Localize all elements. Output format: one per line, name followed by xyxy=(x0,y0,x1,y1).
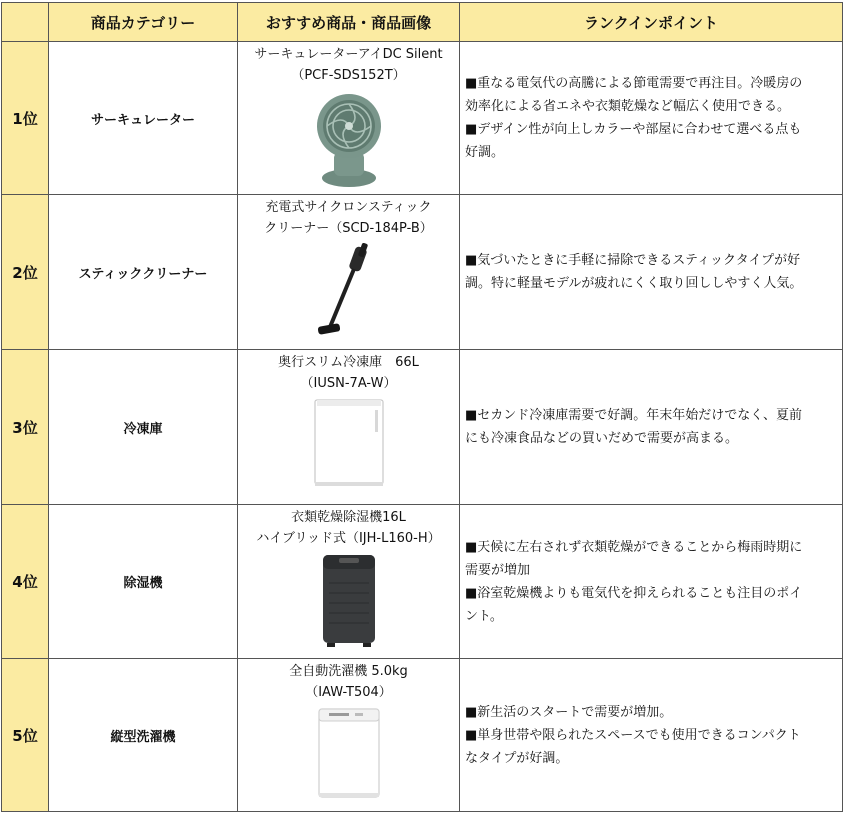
point-line: ■デザイン性が向上しカラーや部屋に合わせて選べる点も xyxy=(465,122,802,137)
category-label: 冷凍庫 xyxy=(49,350,238,505)
point-line: ■気づいたときに手軽に掃除できるスティックタイプが好 xyxy=(465,253,801,268)
circulator-fan-icon xyxy=(309,90,389,188)
table-row xyxy=(2,195,843,350)
point-line: 需要が増加 xyxy=(465,562,531,578)
rank-label: 1位 xyxy=(2,42,49,195)
freezer-icon xyxy=(309,398,389,488)
product-cell xyxy=(238,195,460,350)
product-cell xyxy=(238,659,460,812)
product-cell xyxy=(238,42,460,195)
header-rank-blank xyxy=(2,3,49,42)
point-line: なタイプが好調。 xyxy=(465,750,569,766)
point-line: ■天候に左右されず衣類乾燥ができることから梅雨時期に xyxy=(465,539,803,555)
point-line: 調。特に軽量モデルが疲れにくく取り回ししやすく人気。 xyxy=(465,276,803,291)
rank-label: 5位 xyxy=(2,659,49,812)
point-line: ■新生活のスタートで需要が増加。 xyxy=(465,704,673,720)
product-cell xyxy=(238,505,460,659)
point-line: ■単身世帯や限られたスペースでも使用できるコンパクト xyxy=(465,727,801,743)
point-cell xyxy=(460,659,843,812)
header-point: ランクインポイント xyxy=(460,3,843,42)
product-name-line2: （IAW-T504） xyxy=(305,685,392,700)
rank-label: 3位 xyxy=(2,350,49,505)
point-cell xyxy=(460,505,843,659)
washing-machine-icon xyxy=(309,707,389,801)
table-row xyxy=(2,659,843,812)
product-name-line2: クリーナー（SCD-184P-B） xyxy=(264,221,433,236)
product-name-line1: 充電式サイクロンスティック xyxy=(265,200,432,215)
stick-vacuum-icon xyxy=(314,243,384,339)
dehumidifier-icon xyxy=(313,553,385,649)
product-cell xyxy=(238,350,460,505)
ranking-table xyxy=(1,2,843,812)
category-label: 除湿機 xyxy=(49,505,238,659)
point-line: にも冷凍食品などの買いだめで需要が高まる。 xyxy=(465,431,739,446)
header-product: おすすめ商品・商品画像 xyxy=(238,3,460,42)
point-line: ■重なる電気代の高騰による節電需要で再注目。冷暖房の xyxy=(465,76,803,91)
category-label: 縦型洗濯機 xyxy=(49,659,238,812)
product-name-line1: 奥行スリム冷凍庫 66L xyxy=(278,355,419,370)
table-row xyxy=(2,42,843,195)
product-name-line1: 全自動洗濯機 5.0kg xyxy=(289,664,408,679)
product-name-line1: サーキュレーターアイDC Silent xyxy=(254,47,443,62)
point-line: 効率化による省エネや衣類乾燥など幅広く使用できる。 xyxy=(465,99,791,114)
point-line: 好調。 xyxy=(465,145,505,160)
table-row xyxy=(2,505,843,659)
header-row xyxy=(2,3,843,42)
category-label: サーキュレーター xyxy=(49,42,238,195)
point-cell xyxy=(460,42,843,195)
point-line: ント。 xyxy=(465,608,503,624)
point-line: ■浴室乾燥機よりも電気代を抑えられることも注目のポイ xyxy=(465,585,803,601)
header-category: 商品カテゴリー xyxy=(49,3,238,42)
point-cell xyxy=(460,195,843,350)
product-name-line2: （PCF-SDS152T） xyxy=(291,68,406,83)
category-label: スティッククリーナー xyxy=(49,195,238,350)
rank-label: 4位 xyxy=(2,505,49,659)
product-name-line2: ハイブリッド式（IJH-L160-H） xyxy=(256,531,441,546)
product-name-line1: 衣類乾燥除湿機16L xyxy=(291,510,406,525)
point-line: ■セカンド冷凍庫需要で好調。年末年始だけでなく、夏前 xyxy=(465,408,803,423)
point-cell xyxy=(460,350,843,505)
product-name-line2: （IUSN-7A-W） xyxy=(300,376,397,391)
rank-label: 2位 xyxy=(2,195,49,350)
table-row xyxy=(2,350,843,505)
